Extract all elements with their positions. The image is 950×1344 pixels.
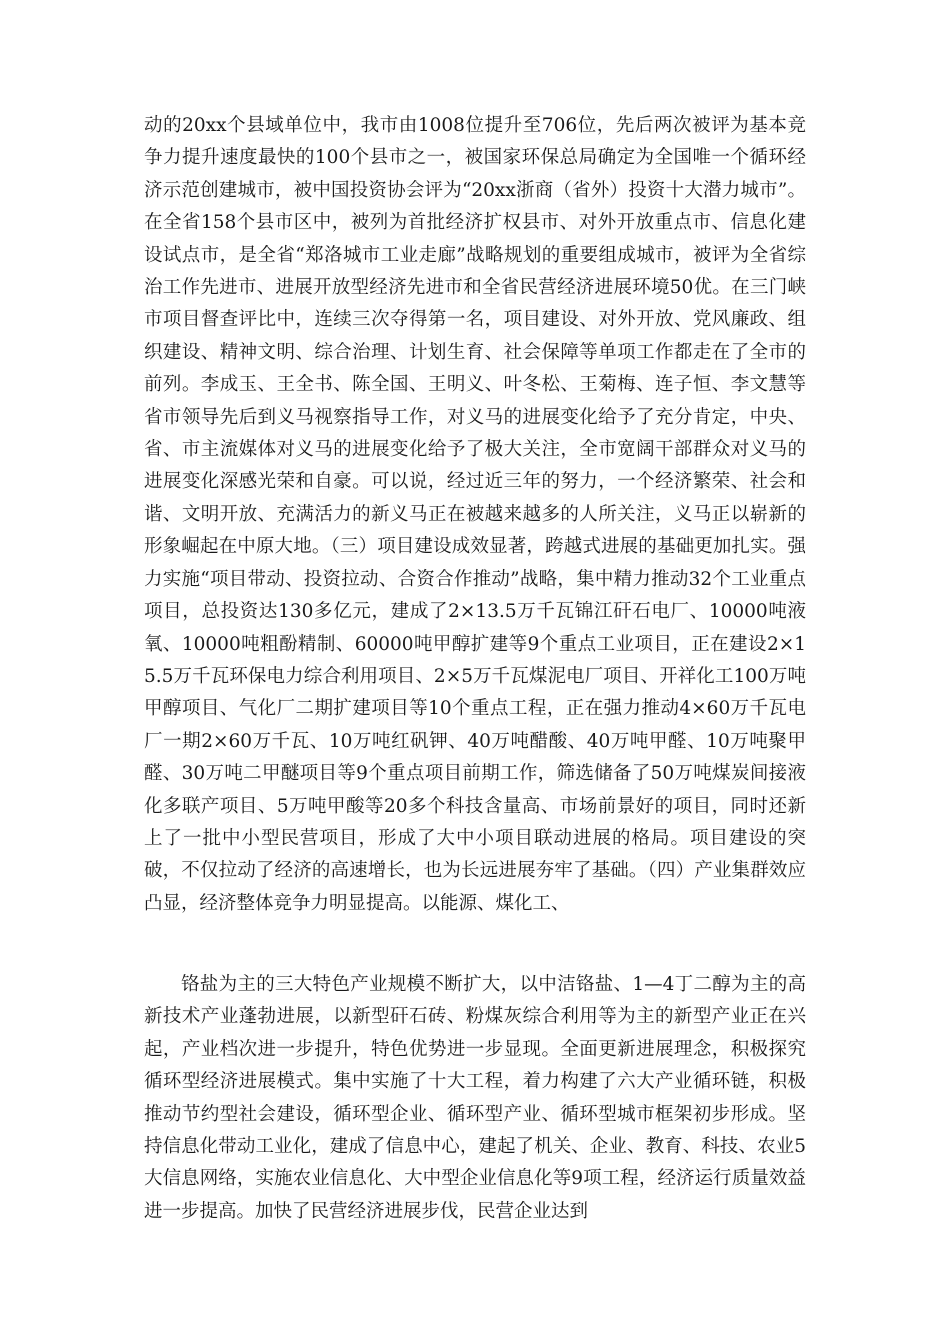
body-paragraph-2 xyxy=(144,969,806,1228)
paragraph-text: 动的20xx个县域单位中，我市由1008位提升至706位，先后两次被评为基本竞争力提升速度最快的100个县市之一，被国家环保总局确定为全国唯一个循环经济示范创建城市，被中国投资协会评为“20xx浙商（省外）投资十大潜力城市”。在全省158个县市区中，被列为首批经济扩权县市、对外开放重点市、信息化建设试点市，是全省“郑洛城市工业走廊”战略规划的重要组成城市，被评为全省综治工作先进市、进展开放型经济先进市和全省民营经济进展环境50优。在三门峡市项目督查评比中，连续三次夺得第一名，项目建设、对外开放、党风廉政、组织建设、精神文明、综合治理、计划生育、社会保障等单项工作都走在了全市的前列。李成玉、王全书、陈全国、王明义、叶冬松、王菊梅、连子恒、李文慧等省市领导先后到义马视察指导工作，对义马的进展变化给予了充分肯定，中央、省、市主流媒体对义马的进展变化给予了极大关注，全市宽阔干部群众对义马的进展变化深感光荣和自豪。可以说，经过近三年的努力，一个经济繁荣、社会和谐、文明开放、充满活力的新义马正在被越来越多的人所关注，义马正以崭新的形象崛起在中原大地。（三）项目建设成效显著，跨越式进展的基础更加扎实。强力实施“项目带动、投资拉动、合资合作推动”战略，集中精力推动32个工业重点项目，总投资达130多亿元，建成了2×13.5万千瓦锦江矸石电厂、10000吨液氧、10000吨粗酚精制、60000吨甲醇扩建等9个重点工业项目，正在建设2×15.5万千瓦环保电力综合利用项目、2×5万千瓦煤泥电厂项目、开祥化工100万吨甲醇项目、气化厂二期扩建项目等10个重点工程，正在强力推动4×60万千瓦电厂一期2×60万千瓦、10万吨红矾钾、40万吨醋酸、40万吨甲醛、10万吨聚甲醛、30万吨二甲醚项目等9个重点项目前期工作，筛选储备了50万吨煤炭间接液化多联产项目、5万吨甲酸等20多个科技含量高、市场前景好的项目，同时还新上了一批中小型民营项目，形成了大中小项目联动进展的格局。项目建设的突破，不仅拉动了经济的高速增长，也为长远进展夯牢了基础。（四）产业集群效应凸显，经济整体竞争力明显提高。以能源、煤化工、 xyxy=(144,115,806,914)
paragraph-text: 铬盐为主的三大特色产业规模不断扩大，以中洁铬盐、1—4丁二醇为主的高新技术产业蓬勃进展，以新型矸石砖、粉煤灰综合利用等为主的新型产业正在兴起，产业档次进一步提升，特色优势进一步显现。全面更新进展理念，积极探究循环型经济进展模式。集中实施了十大工程，着力构建了六大产业循环链，积极推动节约型社会建设，循环型企业、循环型产业、循环型城市框架初步形成。坚持信息化带动工业化，建成了信息中心，建起了机关、企业、教育、科技、农业5大信息网络，实施农业信息化、大中型企业信息化等9项工程，经济运行质量效益进一步提高。加快了民营经济进展步伐，民营企业达到 xyxy=(144,974,806,1222)
body-paragraph-1 xyxy=(144,110,806,920)
